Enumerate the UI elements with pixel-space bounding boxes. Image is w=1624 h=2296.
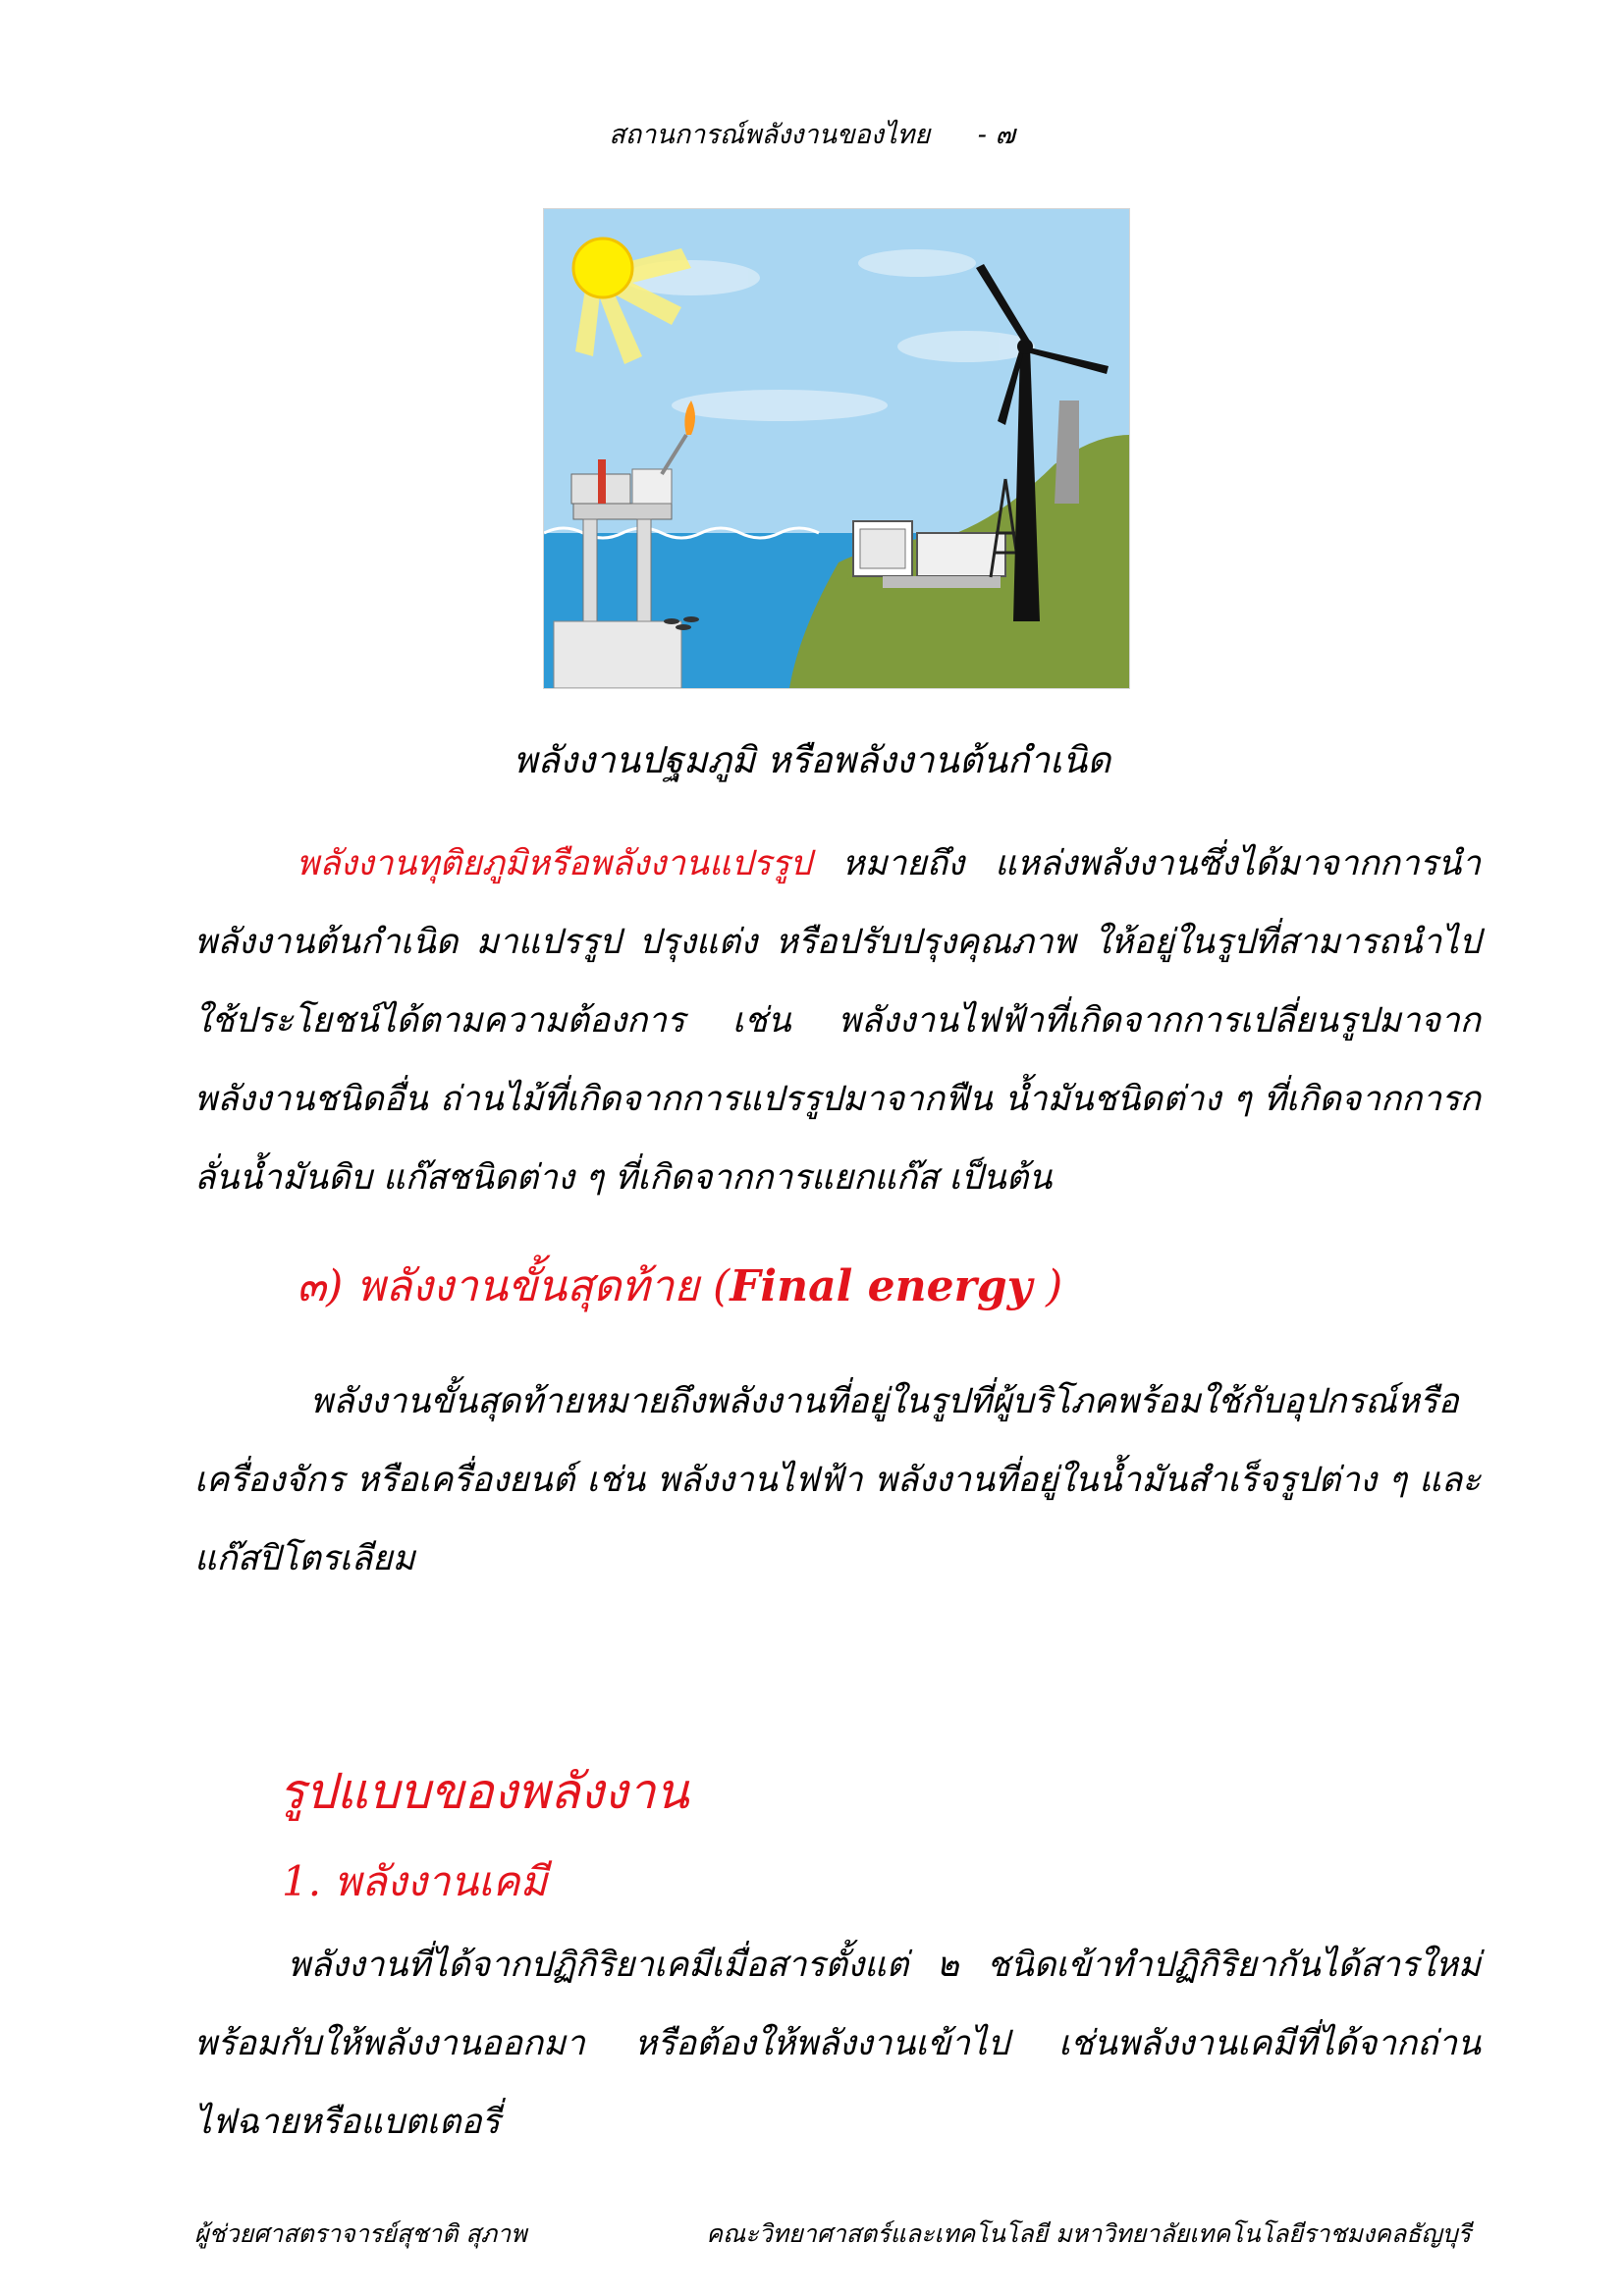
- final-energy-heading-thai: ๓) พลังงานขั้นสุดท้าย (: [297, 1261, 731, 1311]
- footer-author: ผู้ช่วยศาสตราจารย์สุชาติ สุภาพ: [194, 2219, 527, 2248]
- secondary-energy-term: พลังงานทุติยภูมิหรือพลังงานแปรรูป: [297, 844, 812, 883]
- header-title: สถานการณ์พลังงานของไทย: [609, 120, 931, 150]
- secondary-energy-paragraph: [194, 825, 1481, 1217]
- page-footer: [194, 2215, 1471, 2254]
- secondary-energy-text: หมายถึง แหล่งพลังงานซึ่งได้มาจากการนำพลังงานต้นกำเนิด มาแปรรูป ปรุงแต่ง หรือปรับปรุงคุณภาพ ให้อยู่ในรูปที่สามารถนำไปใช้ประโยชน์ได้ตามความต้องการ เช่น พลังงานไฟฟ้าที่เกิดจากการเปลี่ยนรูปมาจากพลังงานชนิดอื่น ถ่านไม้ที่เกิดจากการแปรรูปมาจากฟืน น้ำมันชนิดต่าง ๆ ที่เกิดจากการกลั่นน้ำมันดิบ แก๊สชนิดต่าง ๆ ที่เกิดจากการแยกแก๊ส เป็นต้น: [194, 844, 1481, 1198]
- energy-forms-heading: รูปแบบของพลังงาน: [279, 1763, 689, 1820]
- final-energy-heading-close: ): [1032, 1261, 1063, 1311]
- energy-illustration: [543, 208, 1130, 689]
- footer-affiliation: คณะวิทยาศาสตร์และเทคโนโลยี มหาวิทยาลัยเทคโนโลยีราชมงคลธัญบุรี: [706, 2219, 1471, 2248]
- final-energy-heading: [297, 1252, 1062, 1320]
- final-energy-heading-en: Final energy: [730, 1261, 1033, 1311]
- chemical-energy-paragraph: พลังงานที่ได้จากปฏิกิริยาเคมีเมื่อสารตั้งแต่ ๒ ชนิดเข้าทำปฏิกิริยากันได้สารใหม่ พร้อมกับให้พลังงานออกมา หรือต้องให้พลังงานเข้าไป เช่นพลังงานเคมีที่ได้จากถ่านไฟฉายหรือแบตเตอรี่: [194, 1946, 1481, 2142]
- final-energy-paragraph: พลังงานขั้นสุดท้ายหมายถึงพลังงานที่อยู่ในรูปที่ผู้บริโภคพร้อมใช้กับอุปกรณ์หรือเครื่องจักร หรือเครื่องยนต์ เช่น พลังงานไฟฟ้า พลังงานที่อยู่ในน้ำมันสำเร็จรูปต่าง ๆ และแก๊สปิโตรเลียม: [194, 1382, 1481, 1578]
- chemical-energy-heading: 1. พลังงานเคมี: [282, 1857, 548, 1905]
- figure-caption: พลังงานปฐมภูมิ หรือพลังงานต้นกำเนิด: [513, 739, 1111, 781]
- page-header: [0, 113, 1624, 155]
- sun: [573, 239, 632, 297]
- page-number: - ๗: [977, 120, 1015, 150]
